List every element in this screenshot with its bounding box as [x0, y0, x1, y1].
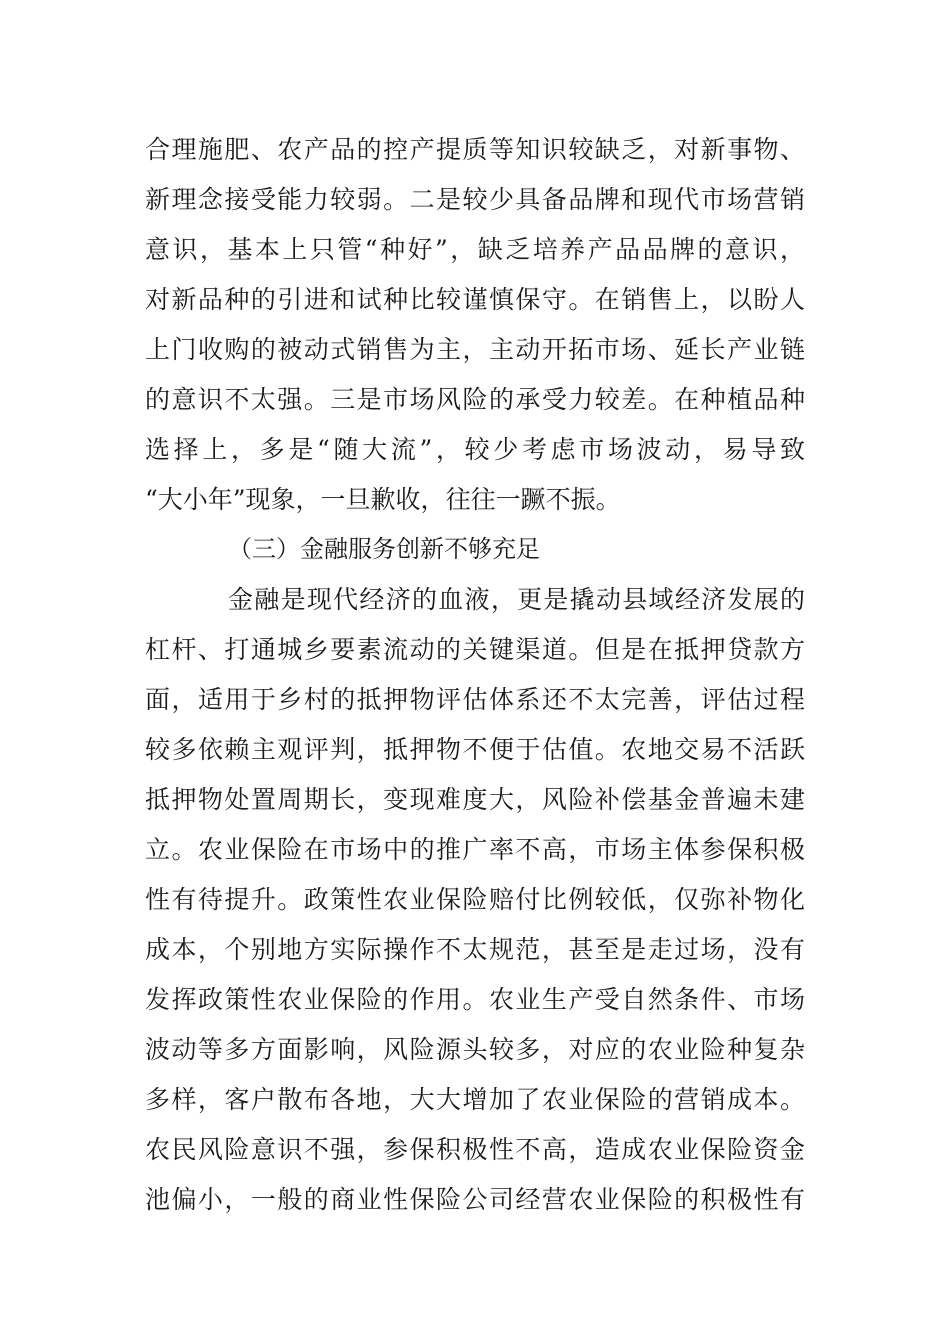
paragraph-2-line: 多样，客户散布各地，大大增加了农业保险的营销成本。 — [145, 1085, 805, 1114]
paragraph-2-line: 面，适用于乡村的抵押物评估体系还不太完善，评估过程 — [145, 685, 805, 714]
paragraph-2-line: 成本，个别地方实际操作不太规范，甚至是走过场，没有 — [145, 935, 805, 964]
paragraph-2-line: 波动等多方面影响，风险源头较多，对应的农业险种复杂 — [145, 1035, 805, 1064]
paragraph-2-line: 发挥政策性农业保险的作用。农业生产受自然条件、市场 — [145, 985, 805, 1014]
section-heading: （三）金融服务创新不够充足 — [228, 535, 540, 563]
paragraph-1-line: 对新品种的引进和试种比较谨慎保守。在销售上，以盼人 — [145, 285, 805, 314]
paragraph-1-line: 选择上，多是“随大流”，较少考虑市场波动，易导致 — [145, 435, 805, 464]
paragraph-1-line: “大小年”现象，一旦歉收，往往一蹶不振。 — [145, 485, 621, 514]
paragraph-1-line: 新理念接受能力较弱。二是较少具备品牌和现代市场营销 — [145, 185, 805, 214]
paragraph-2-line: 农民风险意识不强，参保积极性不高，造成农业保险资金 — [145, 1135, 805, 1164]
paragraph-2-line: 立。农业保险在市场中的推广率不高，市场主体参保积极 — [145, 835, 805, 864]
paragraph-1-line: 上门收购的被动式销售为主，主动开拓市场、延长产业链 — [145, 335, 805, 364]
paragraph-2-line: 抵押物处置周期长，变现难度大，风险补偿基金普遍未建 — [145, 785, 805, 814]
paragraph-2-line: 金融是现代经济的血液，更是撬动县域经济发展的 — [228, 585, 805, 614]
paragraph-2-line: 池偏小，一般的商业性保险公司经营农业保险的积极性有 — [145, 1185, 805, 1214]
paragraph-1-line: 意识，基本上只管“种好”，缺乏培养产品品牌的意识， — [145, 235, 805, 264]
paragraph-1-line: 合理施肥、农产品的控产提质等知识较缺乏，对新事物、 — [145, 135, 805, 164]
paragraph-2-line: 性有待提升。政策性农业保险赔付比例较低，仅弥补物化 — [145, 885, 805, 914]
paragraph-2-line: 杠杆、打通城乡要素流动的关键渠道。但是在抵押贷款方 — [145, 635, 805, 664]
paragraph-1-line: 的意识不太强。三是市场风险的承受力较差。在种植品种 — [145, 385, 805, 414]
paragraph-2-line: 较多依赖主观评判，抵押物不便于估值。农地交易不活跃 — [145, 735, 805, 764]
